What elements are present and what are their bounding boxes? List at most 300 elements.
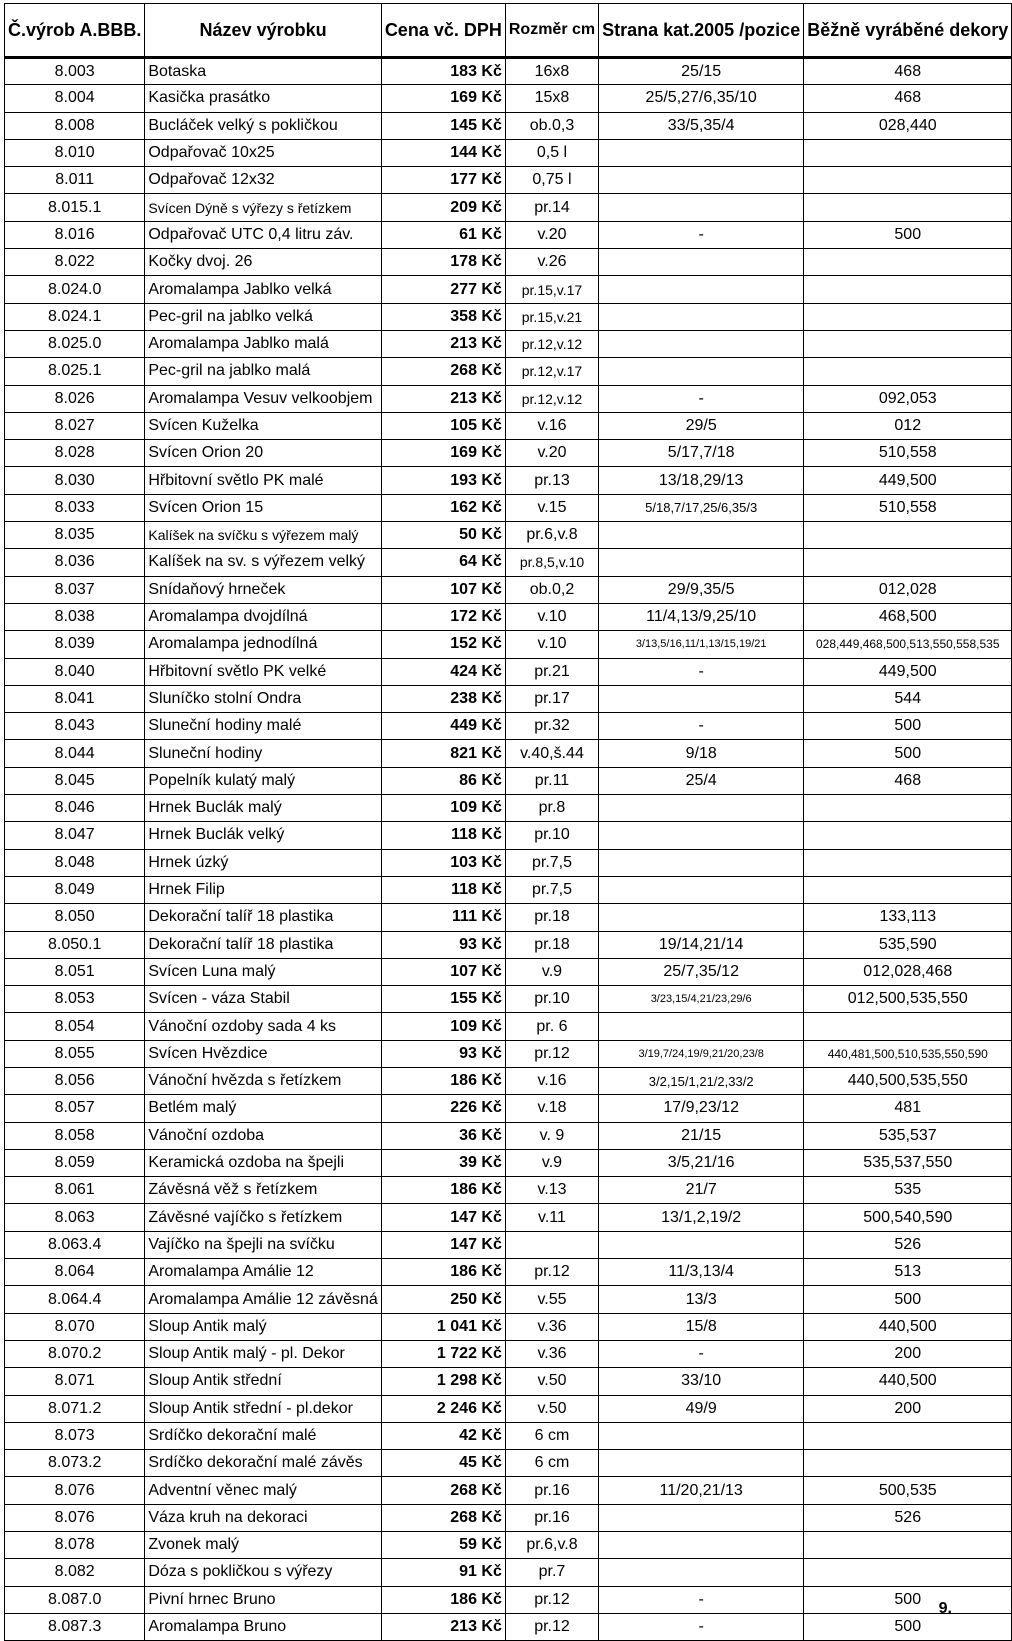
cell-rozmer: v.16 <box>505 1067 598 1094</box>
cell-kod: 8.087.0 <box>5 1586 145 1613</box>
table-row <box>5 1613 1012 1640</box>
cell-cena: 39 Kč <box>381 1149 505 1176</box>
cell-dekory <box>804 1532 1012 1559</box>
cell-nazev: Závěsné vajíčko s řetízkem <box>145 1204 381 1231</box>
cell-kod: 8.058 <box>5 1122 145 1149</box>
cell-cena: 147 Kč <box>381 1204 505 1231</box>
cell-cena: 86 Kč <box>381 767 505 794</box>
cell-strana: 13/18,29/13 <box>599 467 804 494</box>
cell-nazev: Aromalampa Bruno <box>145 1613 381 1640</box>
table-row <box>5 1149 1012 1176</box>
table-row <box>5 1368 1012 1395</box>
cell-rozmer: pr.10 <box>505 822 598 849</box>
cell-cena: 186 Kč <box>381 1067 505 1094</box>
cell-dekory: 500 <box>804 713 1012 740</box>
cell-strana: 3/5,21/16 <box>599 1149 804 1176</box>
cell-kod: 8.008 <box>5 112 145 139</box>
cell-nazev: Zvonek malý <box>145 1532 381 1559</box>
cell-strana <box>599 795 804 822</box>
cell-strana: - <box>599 385 804 412</box>
cell-dekory: 513 <box>804 1259 1012 1286</box>
table-row <box>5 1204 1012 1231</box>
table-body <box>5 58 1012 1641</box>
cell-nazev: Botaska <box>145 58 381 85</box>
cell-kod: 8.076 <box>5 1504 145 1531</box>
cell-rozmer: pr.8,5,v.10 <box>505 549 598 576</box>
cell-rozmer: pr.14 <box>505 194 598 221</box>
cell-kod: 8.025.0 <box>5 330 145 357</box>
table-row <box>5 1040 1012 1067</box>
table-row <box>5 876 1012 903</box>
cell-strana <box>599 549 804 576</box>
cell-rozmer: pr.18 <box>505 931 598 958</box>
cell-nazev: Srdíčko dekorační malé závěs <box>145 1450 381 1477</box>
cell-nazev: Keramická ozdoba na špejli <box>145 1149 381 1176</box>
price-list-table <box>4 3 1012 1641</box>
table-row <box>5 385 1012 412</box>
table-row <box>5 795 1012 822</box>
cell-strana: 11/20,21/13 <box>599 1477 804 1504</box>
cell-kod: 8.063 <box>5 1204 145 1231</box>
cell-cena: 449 Kč <box>381 713 505 740</box>
cell-kod: 8.037 <box>5 576 145 603</box>
cell-rozmer <box>505 1231 598 1258</box>
cell-dekory <box>804 276 1012 303</box>
cell-nazev: Sloup Antik střední <box>145 1368 381 1395</box>
cell-strana <box>599 249 804 276</box>
cell-dekory <box>804 1450 1012 1477</box>
cell-rozmer: pr.12 <box>505 1259 598 1286</box>
cell-rozmer: pr.13 <box>505 467 598 494</box>
cell-nazev: Popelník kulatý malý <box>145 767 381 794</box>
table-row <box>5 494 1012 521</box>
cell-nazev: Aromalampa Jablko velká <box>145 276 381 303</box>
table-row <box>5 1450 1012 1477</box>
cell-kod: 8.044 <box>5 740 145 767</box>
table-row <box>5 740 1012 767</box>
table-row <box>5 194 1012 221</box>
cell-nazev: Odpařovač UTC 0,4 litru záv. <box>145 221 381 248</box>
cell-nazev: Odpařovač 10x25 <box>145 139 381 166</box>
cell-strana: 25/4 <box>599 767 804 794</box>
cell-dekory <box>804 1422 1012 1449</box>
cell-kod: 8.047 <box>5 822 145 849</box>
table-row <box>5 1122 1012 1149</box>
cell-cena: 61 Kč <box>381 221 505 248</box>
header-rozmer: Rozměr cm <box>505 4 598 58</box>
cell-strana: 3/23,15/4,21/23,29/6 <box>599 986 804 1013</box>
cell-dekory <box>804 330 1012 357</box>
table-row <box>5 986 1012 1013</box>
cell-kod: 8.051 <box>5 958 145 985</box>
table-row <box>5 1477 1012 1504</box>
cell-nazev: Vánoční hvězda s řetízkem <box>145 1067 381 1094</box>
cell-dekory: 012,028 <box>804 576 1012 603</box>
cell-cena: 238 Kč <box>381 685 505 712</box>
cell-nazev: Sluneční hodiny <box>145 740 381 767</box>
cell-cena: 424 Kč <box>381 658 505 685</box>
cell-cena: 193 Kč <box>381 467 505 494</box>
cell-kod: 8.015.1 <box>5 194 145 221</box>
table-row <box>5 139 1012 166</box>
cell-kod: 8.049 <box>5 876 145 903</box>
cell-dekory <box>804 194 1012 221</box>
cell-dekory: 449,500 <box>804 658 1012 685</box>
cell-nazev: Aromalampa Jablko malá <box>145 330 381 357</box>
cell-nazev: Svícen Hvězdice <box>145 1040 381 1067</box>
cell-kod: 8.078 <box>5 1532 145 1559</box>
cell-rozmer: pr.18 <box>505 904 598 931</box>
cell-strana <box>599 1013 804 1040</box>
cell-nazev: Sluníčko stolní Ondra <box>145 685 381 712</box>
table-header <box>5 4 1012 58</box>
table-row <box>5 58 1012 85</box>
cell-cena: 45 Kč <box>381 1450 505 1477</box>
cell-cena: 268 Kč <box>381 1504 505 1531</box>
cell-rozmer: v.55 <box>505 1286 598 1313</box>
table-row <box>5 1559 1012 1586</box>
cell-cena: 1 722 Kč <box>381 1340 505 1367</box>
cell-dekory <box>804 1013 1012 1040</box>
table-row <box>5 767 1012 794</box>
cell-dekory: 012,028,468 <box>804 958 1012 985</box>
cell-kod: 8.030 <box>5 467 145 494</box>
cell-cena: 268 Kč <box>381 358 505 385</box>
cell-strana: 11/3,13/4 <box>599 1259 804 1286</box>
table-row <box>5 358 1012 385</box>
cell-rozmer: pr.12 <box>505 1040 598 1067</box>
cell-strana <box>599 1504 804 1531</box>
cell-dekory: 028,449,468,500,513,550,558,535 <box>804 631 1012 658</box>
cell-kod: 8.050.1 <box>5 931 145 958</box>
cell-kod: 8.039 <box>5 631 145 658</box>
cell-strana <box>599 1422 804 1449</box>
cell-dekory: 468,500 <box>804 603 1012 630</box>
table-row <box>5 1286 1012 1313</box>
cell-cena: 118 Kč <box>381 876 505 903</box>
cell-dekory: 535,590 <box>804 931 1012 958</box>
cell-strana: 17/9,23/12 <box>599 1095 804 1122</box>
cell-rozmer: v.20 <box>505 440 598 467</box>
cell-nazev: Hrnek Filip <box>145 876 381 903</box>
cell-kod: 8.064 <box>5 1259 145 1286</box>
cell-strana: 33/5,35/4 <box>599 112 804 139</box>
cell-nazev: Dekorační talíř 18 plastika <box>145 931 381 958</box>
cell-strana <box>599 276 804 303</box>
cell-strana <box>599 358 804 385</box>
cell-dekory: 535,537,550 <box>804 1149 1012 1176</box>
cell-nazev: Vánoční ozdoby sada 4 ks <box>145 1013 381 1040</box>
cell-strana: 5/18,7/17,25/6,35/3 <box>599 494 804 521</box>
cell-cena: 155 Kč <box>381 986 505 1013</box>
cell-rozmer: ob.0,2 <box>505 576 598 603</box>
table-row <box>5 1586 1012 1613</box>
cell-rozmer: pr.7 <box>505 1559 598 1586</box>
cell-cena: 1 298 Kč <box>381 1368 505 1395</box>
table-row <box>5 958 1012 985</box>
cell-rozmer: pr.12 <box>505 1586 598 1613</box>
cell-nazev: Závěsná věž s řetízkem <box>145 1177 381 1204</box>
cell-strana: - <box>599 1613 804 1640</box>
cell-rozmer: pr.16 <box>505 1504 598 1531</box>
cell-dekory: 500 <box>804 740 1012 767</box>
cell-cena: 183 Kč <box>381 58 505 85</box>
cell-dekory <box>804 849 1012 876</box>
cell-rozmer: pr.10 <box>505 986 598 1013</box>
cell-rozmer: pr.6,v.8 <box>505 522 598 549</box>
cell-cena: 93 Kč <box>381 931 505 958</box>
cell-rozmer: 0,5 l <box>505 139 598 166</box>
cell-kod: 8.055 <box>5 1040 145 1067</box>
table-row <box>5 276 1012 303</box>
cell-dekory: 449,500 <box>804 467 1012 494</box>
cell-cena: 268 Kč <box>381 1477 505 1504</box>
cell-rozmer: pr.12,v.12 <box>505 330 598 357</box>
table-row <box>5 576 1012 603</box>
cell-cena: 178 Kč <box>381 249 505 276</box>
cell-strana: 13/3 <box>599 1286 804 1313</box>
cell-cena: 107 Kč <box>381 576 505 603</box>
cell-nazev: Dóza s pokličkou s výřezy <box>145 1559 381 1586</box>
cell-dekory <box>804 303 1012 330</box>
cell-rozmer: pr.11 <box>505 767 598 794</box>
cell-strana: 25/15 <box>599 58 804 85</box>
cell-dekory: 500 <box>804 1586 1012 1613</box>
table-row <box>5 849 1012 876</box>
cell-dekory: 440,500 <box>804 1313 1012 1340</box>
cell-strana <box>599 330 804 357</box>
table-row <box>5 822 1012 849</box>
cell-kod: 8.041 <box>5 685 145 712</box>
cell-rozmer: pr.6,v.8 <box>505 1532 598 1559</box>
header-kod: Č.výrob A.BBB. <box>5 4 145 58</box>
cell-dekory: 440,500 <box>804 1368 1012 1395</box>
table-row <box>5 85 1012 112</box>
cell-dekory: 468 <box>804 85 1012 112</box>
cell-nazev: Aromalampa Vesuv velkoobjem <box>145 385 381 412</box>
cell-rozmer: 6 cm <box>505 1450 598 1477</box>
cell-cena: 36 Kč <box>381 1122 505 1149</box>
cell-dekory: 440,500,535,550 <box>804 1067 1012 1094</box>
cell-dekory <box>804 249 1012 276</box>
cell-nazev: Pivní hrnec Bruno <box>145 1586 381 1613</box>
cell-dekory: 012 <box>804 412 1012 439</box>
cell-strana: - <box>599 713 804 740</box>
cell-cena: 1 041 Kč <box>381 1313 505 1340</box>
cell-nazev: Svícen Kuželka <box>145 412 381 439</box>
cell-dekory: 092,053 <box>804 385 1012 412</box>
cell-cena: 105 Kč <box>381 412 505 439</box>
cell-cena: 169 Kč <box>381 85 505 112</box>
cell-cena: 186 Kč <box>381 1177 505 1204</box>
cell-rozmer: v.9 <box>505 958 598 985</box>
cell-nazev: Kalíšek na sv. s výřezem velký <box>145 549 381 576</box>
cell-rozmer: 6 cm <box>505 1422 598 1449</box>
table-row <box>5 1340 1012 1367</box>
cell-nazev: Adventní věnec malý <box>145 1477 381 1504</box>
cell-strana <box>599 522 804 549</box>
cell-rozmer: v.36 <box>505 1313 598 1340</box>
cell-kod: 8.087.3 <box>5 1613 145 1640</box>
header-cena: Cena vč. DPH <box>381 4 505 58</box>
cell-cena: 358 Kč <box>381 303 505 330</box>
cell-strana: 21/7 <box>599 1177 804 1204</box>
table-row <box>5 467 1012 494</box>
cell-cena: 186 Kč <box>381 1259 505 1286</box>
cell-dekory: 468 <box>804 767 1012 794</box>
cell-rozmer: pr.7,5 <box>505 876 598 903</box>
cell-kod: 8.033 <box>5 494 145 521</box>
table-row <box>5 249 1012 276</box>
table-row <box>5 1395 1012 1422</box>
cell-kod: 8.063.4 <box>5 1231 145 1258</box>
cell-kod: 8.043 <box>5 713 145 740</box>
cell-rozmer: pr.15,v.21 <box>505 303 598 330</box>
cell-cena: 177 Kč <box>381 167 505 194</box>
cell-kod: 8.026 <box>5 385 145 412</box>
cell-cena: 42 Kč <box>381 1422 505 1449</box>
cell-dekory: 535 <box>804 1177 1012 1204</box>
cell-kod: 8.016 <box>5 221 145 248</box>
cell-rozmer: v.15 <box>505 494 598 521</box>
cell-kod: 8.082 <box>5 1559 145 1586</box>
cell-kod: 8.053 <box>5 986 145 1013</box>
cell-kod: 8.028 <box>5 440 145 467</box>
cell-nazev: Vajíčko na špejli na svíčku <box>145 1231 381 1258</box>
table-row <box>5 1067 1012 1094</box>
cell-nazev: Dekorační talíř 18 plastika <box>145 904 381 931</box>
cell-kod: 8.059 <box>5 1149 145 1176</box>
table-row <box>5 713 1012 740</box>
table-row <box>5 1259 1012 1286</box>
cell-rozmer: pr.32 <box>505 713 598 740</box>
header-strana: Strana kat.2005 /pozice <box>599 4 804 58</box>
cell-nazev: Bucláček velký s pokličkou <box>145 112 381 139</box>
cell-strana: 3/19,7/24,19/9,21/20,23/8 <box>599 1040 804 1067</box>
cell-rozmer: v.10 <box>505 603 598 630</box>
cell-dekory: 500,540,590 <box>804 1204 1012 1231</box>
cell-nazev: Hřbitovní světlo PK velké <box>145 658 381 685</box>
cell-kod: 8.045 <box>5 767 145 794</box>
cell-strana: 19/14,21/14 <box>599 931 804 958</box>
cell-dekory: 500,535 <box>804 1477 1012 1504</box>
cell-nazev: Sluneční hodiny malé <box>145 713 381 740</box>
cell-kod: 8.061 <box>5 1177 145 1204</box>
cell-kod: 8.073 <box>5 1422 145 1449</box>
table-row <box>5 167 1012 194</box>
cell-nazev: Sloup Antik malý <box>145 1313 381 1340</box>
cell-rozmer: pr.8 <box>505 795 598 822</box>
cell-dekory: 481 <box>804 1095 1012 1122</box>
table-row <box>5 685 1012 712</box>
cell-cena: 277 Kč <box>381 276 505 303</box>
cell-kod: 8.056 <box>5 1067 145 1094</box>
cell-rozmer: pr.12,v.17 <box>505 358 598 385</box>
cell-strana: 15/8 <box>599 1313 804 1340</box>
cell-rozmer: 15x8 <box>505 85 598 112</box>
cell-strana: - <box>599 221 804 248</box>
cell-strana <box>599 1532 804 1559</box>
cell-rozmer: v.20 <box>505 221 598 248</box>
cell-dekory <box>804 822 1012 849</box>
cell-nazev: Betlém malý <box>145 1095 381 1122</box>
cell-strana: 21/15 <box>599 1122 804 1149</box>
cell-cena: 226 Kč <box>381 1095 505 1122</box>
cell-strana: 3/13,5/16,11/1,13/15,19/21 <box>599 631 804 658</box>
cell-cena: 213 Kč <box>381 330 505 357</box>
cell-cena: 145 Kč <box>381 112 505 139</box>
cell-nazev: Hrnek Buclák velký <box>145 822 381 849</box>
cell-dekory: 544 <box>804 685 1012 712</box>
cell-nazev: Aromalampa Amálie 12 závěsná <box>145 1286 381 1313</box>
cell-rozmer: pr.16 <box>505 1477 598 1504</box>
cell-cena: 152 Kč <box>381 631 505 658</box>
cell-cena: 209 Kč <box>381 194 505 221</box>
cell-cena: 109 Kč <box>381 795 505 822</box>
cell-dekory: 028,440 <box>804 112 1012 139</box>
table-row <box>5 1095 1012 1122</box>
cell-strana: 33/10 <box>599 1368 804 1395</box>
cell-rozmer: v.13 <box>505 1177 598 1204</box>
cell-cena: 2 246 Kč <box>381 1395 505 1422</box>
cell-dekory <box>804 876 1012 903</box>
cell-nazev: Vánoční ozdoba <box>145 1122 381 1149</box>
cell-strana <box>599 822 804 849</box>
cell-strana <box>599 1450 804 1477</box>
cell-kod: 8.073.2 <box>5 1450 145 1477</box>
cell-kod: 8.036 <box>5 549 145 576</box>
table-row <box>5 931 1012 958</box>
cell-strana <box>599 139 804 166</box>
cell-kod: 8.040 <box>5 658 145 685</box>
cell-nazev: Aromalampa dvojdílná <box>145 603 381 630</box>
cell-kod: 8.035 <box>5 522 145 549</box>
cell-kod: 8.048 <box>5 849 145 876</box>
cell-strana: 29/5 <box>599 412 804 439</box>
cell-kod: 8.038 <box>5 603 145 630</box>
cell-nazev: Pec-gril na jablko velká <box>145 303 381 330</box>
cell-rozmer: pr. 6 <box>505 1013 598 1040</box>
cell-nazev: Aromalampa jednodílná <box>145 631 381 658</box>
cell-nazev: Váza kruh na dekoraci <box>145 1504 381 1531</box>
table-row <box>5 221 1012 248</box>
cell-kod: 8.076 <box>5 1477 145 1504</box>
table-row <box>5 1422 1012 1449</box>
header-dekory: Běžně vyráběné dekory <box>804 4 1012 58</box>
cell-nazev: Hrnek úzký <box>145 849 381 876</box>
cell-nazev: Aromalampa Amálie 12 <box>145 1259 381 1286</box>
table-row <box>5 1013 1012 1040</box>
cell-kod: 8.050 <box>5 904 145 931</box>
cell-nazev: Snídaňový hrneček <box>145 576 381 603</box>
cell-kod: 8.027 <box>5 412 145 439</box>
cell-rozmer: ob.0,3 <box>505 112 598 139</box>
cell-cena: 147 Kč <box>381 1231 505 1258</box>
cell-nazev: Sloup Antik malý - pl. Dekor <box>145 1340 381 1367</box>
cell-strana: 9/18 <box>599 740 804 767</box>
cell-kod: 8.070.2 <box>5 1340 145 1367</box>
table-row <box>5 549 1012 576</box>
cell-dekory <box>804 795 1012 822</box>
cell-rozmer: pr.15,v.17 <box>505 276 598 303</box>
table-row <box>5 1532 1012 1559</box>
cell-kod: 8.070 <box>5 1313 145 1340</box>
cell-rozmer: v. 9 <box>505 1122 598 1149</box>
cell-strana: 13/1,2,19/2 <box>599 1204 804 1231</box>
cell-dekory: 500 <box>804 221 1012 248</box>
cell-nazev: Svícen - váza Stabil <box>145 986 381 1013</box>
cell-kod: 8.004 <box>5 85 145 112</box>
